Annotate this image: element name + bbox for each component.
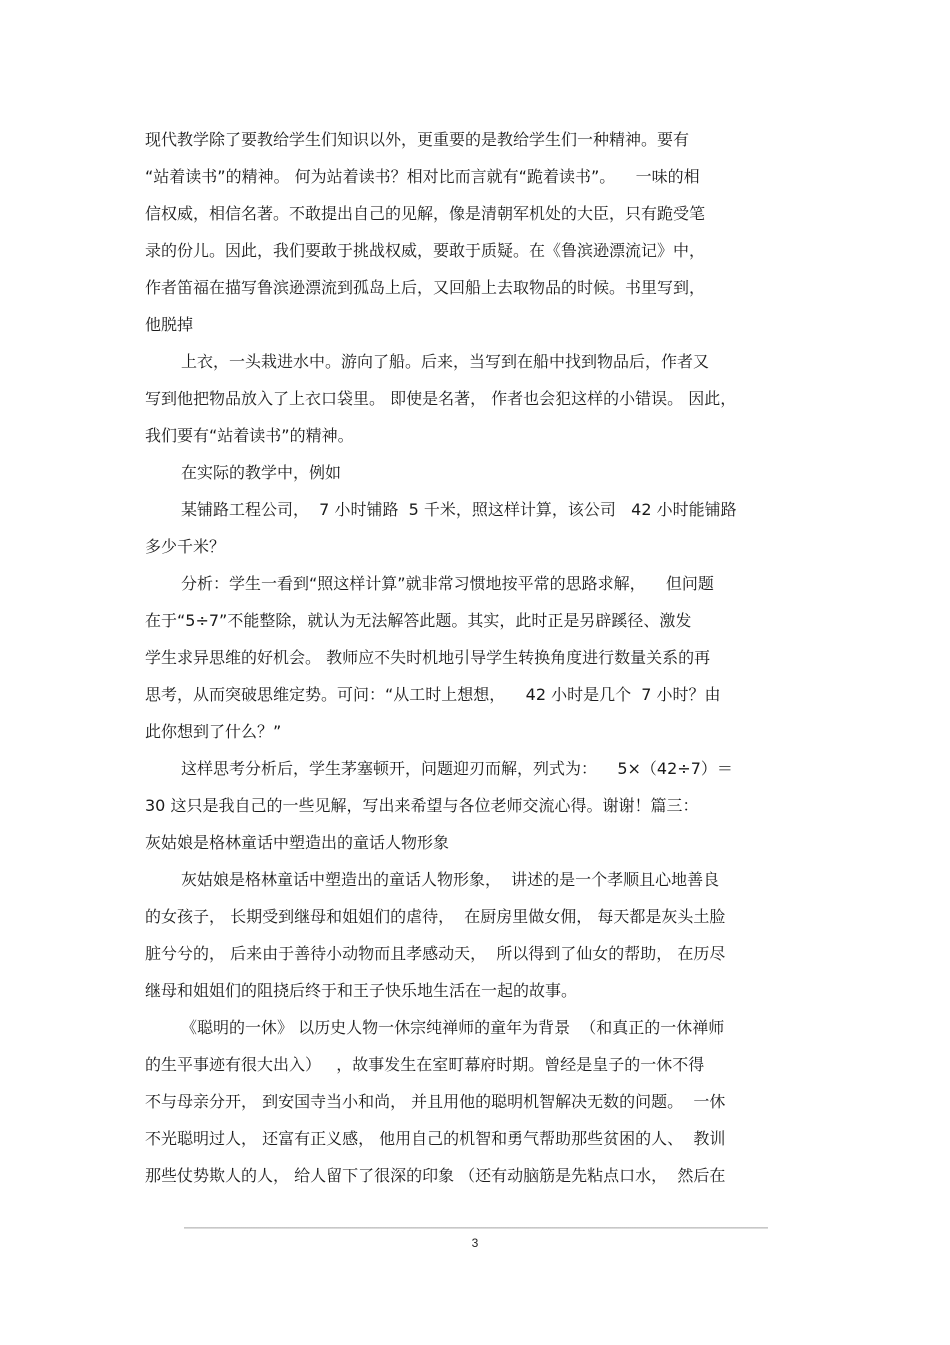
text-line: 此你想到了什么？”: [145, 722, 282, 741]
text-line: 某铺路工程公司， 7 小时铺路 5 千米，照这样计算，该公司 42 小时能铺路: [181, 500, 737, 519]
text-line: 不与母亲分开， 到安国寺当小和尚， 并且用他的聪明机智解决无数的问题。 一休: [145, 1092, 726, 1111]
text-line: 分析：学生一看到“照这样计算”就非常习惯地按平常的思路求解， 但问题: [181, 574, 714, 593]
text-line: 的女孩子， 长期受到继母和姐姐们的虐待， 在厨房里做女佣， 每天都是灰头土脸: [145, 907, 726, 926]
text-line: 作者笛福在描写鲁滨逊漂流到孤岛上后，又回船上去取物品的时候。书里写到，: [145, 278, 706, 297]
text-line: 在于“5÷7”不能整除，就认为无法解答此题。其实，此时正是另辟蹊径、激发: [145, 611, 692, 630]
text-line: 录的份儿。因此，我们要敢于挑战权威，要敢于质疑。在《鲁滨逊漂流记》中，: [145, 241, 706, 260]
text-line: 脏兮兮的， 后来由于善待小动物而且孝感动天， 所以得到了仙女的帮助， 在历尽: [145, 944, 726, 963]
text-line: 思考，从而突破思维定势。可问：“从工时上想想， 42 小时是几个 7 小时？由: [145, 685, 721, 704]
text-line: 信权威，相信名著。不敢提出自己的见解，像是清朝军机处的大臣，只有跪受笔: [145, 204, 706, 223]
text-line: 他脱掉: [145, 315, 194, 334]
text-line: 我们要有“站着读书”的精神。: [145, 426, 354, 445]
footer-divider: [184, 1227, 768, 1229]
text-line: 继母和姐姐们的阻挠后终于和王子快乐地生活在一起的故事。: [145, 981, 578, 1000]
text-line: 在实际的教学中，例如: [181, 463, 342, 482]
text-line: 上衣，一头栽进水中。游向了船。后来，当写到在船中找到物品后，作者又: [181, 352, 710, 371]
text-line: 写到他把物品放入了上衣口袋里。 即使是名著， 作者也会犯这样的小错误。 因此，: [145, 389, 737, 408]
text-line: 现代教学除了要教给学生们知识以外，更重要的是教给学生们一种精神。要有: [145, 130, 690, 149]
text-line: 灰姑娘是格林童话中塑造出的童话人物形象， 讲述的是一个孝顺且心地善良: [181, 870, 720, 889]
text-line: “站着读书”的精神。 何为站着读书？相对比而言就有“跪着读书”。 一味的相: [145, 167, 700, 186]
text-line: 的生平事迹有很大出入） ，故事发生在室町幕府时期。曾经是皇子的一休不得: [145, 1055, 705, 1074]
text-line: 这样思考分析后，学生茅塞顿开，问题迎刃而解，列式为： 5×（42÷7）＝: [181, 759, 733, 778]
text-line: 学生求异思维的好机会。 教师应不失时机地引导学生转换角度进行数量关系的再: [145, 648, 711, 667]
text-line: 灰姑娘是格林童话中塑造出的童话人物形象: [145, 833, 450, 852]
page-number: 3: [471, 1236, 479, 1250]
text-line: 那些仗势欺人的人， 给人留下了很深的印象 （还有动脑筋是先粘点口水， 然后在: [145, 1166, 726, 1185]
text-line: 多少千米？: [145, 537, 226, 556]
text-line: 不光聪明过人， 还富有正义感， 他用自己的机智和勇气帮助那些贫困的人、 教训: [145, 1129, 726, 1148]
text-line: 30 这只是我自己的一些见解，写出来希望与各位老师交流心得。谢谢！篇三：: [145, 796, 699, 815]
text-line: 《聪明的一休》 以历史人物一休宗纯禅师的童年为背景 （和真正的一休禅师: [181, 1018, 725, 1037]
